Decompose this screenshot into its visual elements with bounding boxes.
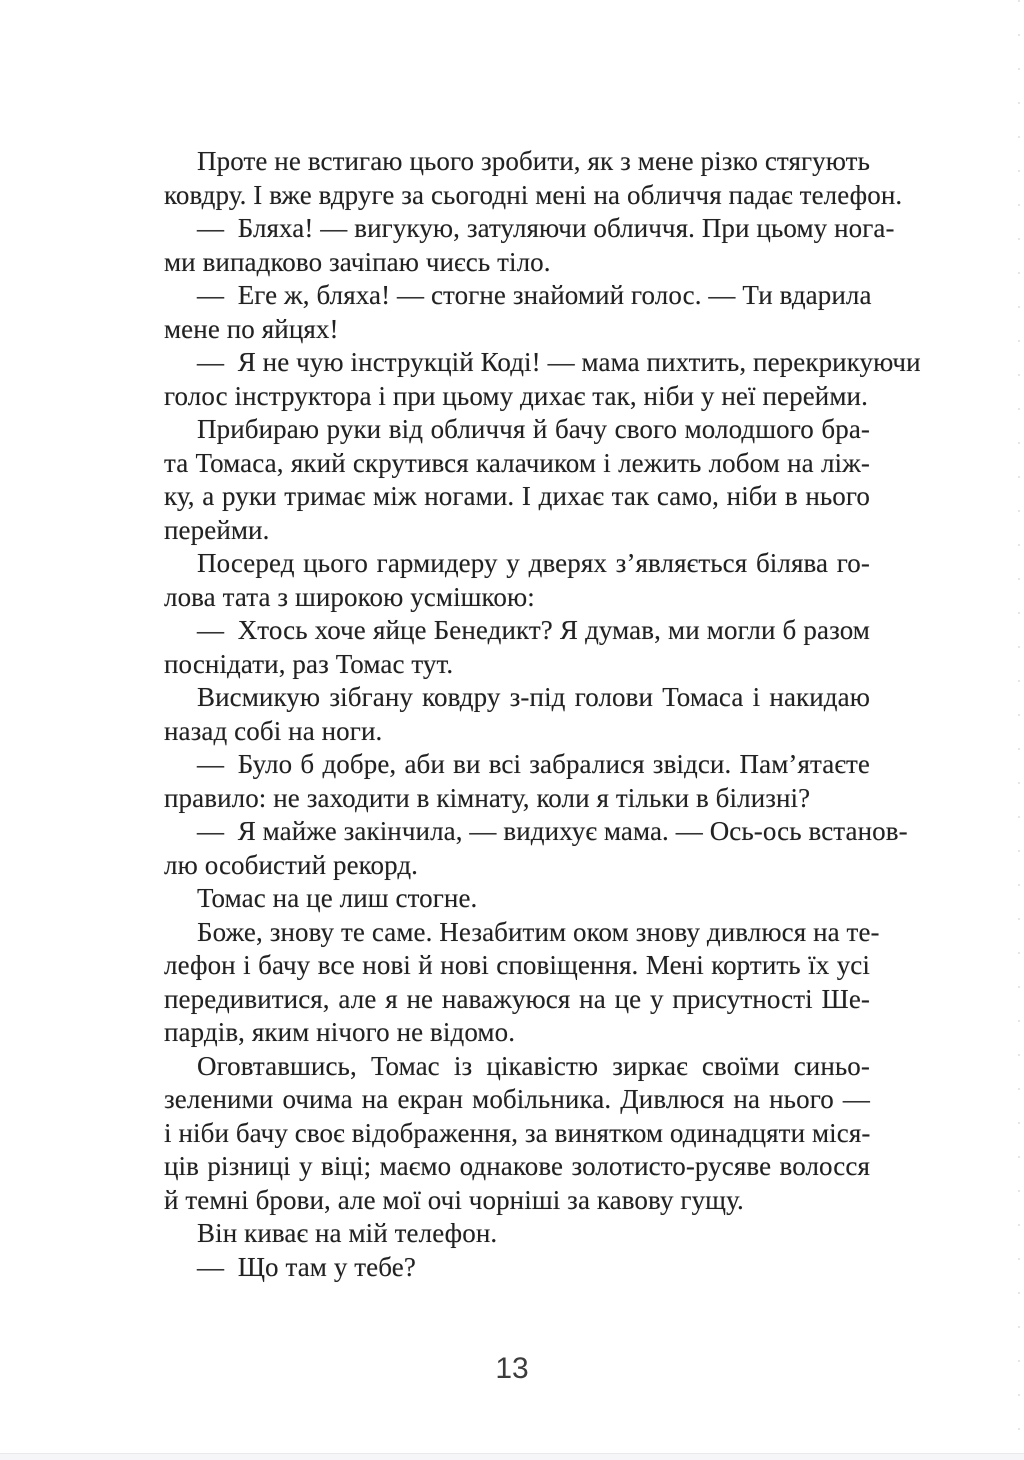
page-number: 13 — [495, 1352, 529, 1385]
text-line: передивитися, але я не наважуюся на це у присутності Ше- — [164, 983, 870, 1014]
text-line: правило: не заходити в кімнату, коли я тільки в білизні? — [164, 782, 811, 813]
paragraph — [164, 547, 870, 614]
paragraph — [164, 413, 870, 547]
text-line: — Я майже закінчила, — видихує мама. — Ось-ось встанов- — [197, 816, 908, 846]
text-line: поснідати, раз Томас тут. — [164, 648, 454, 679]
paragraph — [164, 1050, 870, 1218]
text-line: перейми. — [164, 514, 270, 545]
paragraph — [164, 145, 903, 212]
bottom-bar — [0, 1453, 1024, 1460]
text-line: мене по яйцях! — [164, 313, 339, 344]
text-line: — Що там у тебе? — [197, 1251, 416, 1282]
text-line: й темні брови, але мої очі чорніші за кавову гущу. — [164, 1184, 744, 1215]
text-line: лю особистий рекорд. — [164, 849, 419, 880]
text-line: голос інструктора і при цьому дихає так, ніби у неї перейми. — [164, 380, 868, 411]
text-line: ми випадково зачіпаю чиєсь тіло. — [164, 246, 551, 277]
text-line: Він киває на мій телефон. — [197, 1218, 498, 1248]
text-line: пардів, яким нічого не відомо. — [164, 1017, 516, 1047]
paragraph — [164, 882, 870, 916]
text-line: Боже, знову те саме. Незабитим оком знову дивлюся на те- — [197, 916, 880, 947]
paragraph — [164, 916, 880, 1050]
paragraph — [164, 212, 895, 279]
text-line: та Томаса, який скрутився калачиком і лежить лобом на ліж- — [164, 447, 870, 478]
paragraph — [164, 1251, 870, 1285]
text-line: — Еге ж, бляха! — стогне знайомий голос. — Ти вдарила — [197, 280, 872, 310]
text-line: назад собі на ноги. — [164, 715, 383, 746]
paragraph — [164, 681, 870, 748]
paragraph — [164, 279, 870, 346]
text-line: Томас на це лиш стогне. — [197, 883, 478, 913]
text-line: ців різниці у віці; маємо однакове золотисто-русяве волосся — [164, 1151, 870, 1181]
text-line: і ніби бачу своє відображення, за винятком одинадцяти міся- — [164, 1117, 871, 1148]
paragraph — [164, 614, 870, 681]
paragraph — [164, 815, 908, 882]
paragraph — [164, 748, 870, 815]
text-line: лефон і бачу все нові й нові сповіщення. Мені кортить їх усі — [164, 950, 870, 980]
text-line: Посеред цього гармидеру у дверях з’являється білява го- — [197, 548, 870, 578]
paragraph — [164, 1217, 870, 1251]
text-line: Висмикую зібгану ковдру з-під голови Томаса і накидаю — [197, 682, 870, 712]
text-line: — Бляха! — вигукую, затуляючи обличчя. При цьому нога- — [197, 213, 895, 243]
page-text — [164, 145, 921, 1284]
text-line: Проте не встигаю цього зробити, як з мене різко стягують — [197, 146, 870, 176]
page-edge-dots — [1018, 0, 1020, 1460]
text-line: — Було б добре, аби ви всі забралися звідси. Пам’ятаєте — [197, 749, 870, 779]
paragraph — [164, 346, 921, 413]
text-line: зеленими очима на екран мобільника. Дивлюся на нього — — [164, 1084, 870, 1114]
text-line: ковдру. І вже вдруге за сьогодні мені на обличчя падає телефон. — [164, 179, 903, 210]
text-line: лова тата з широкою усмішкою: — [164, 581, 535, 612]
text-line: ку, а руки тримає між ногами. І дихає так само, ніби в нього — [164, 481, 870, 511]
text-line: Прибираю руки від обличчя й бачу свого молодшого бра- — [197, 414, 870, 444]
text-line: Оговтавшись, Томас із цікавістю зиркає своїми синьо- — [197, 1050, 870, 1081]
text-line: — Хтось хоче яйце Бенедикт? Я думав, ми могли б разом — [197, 615, 870, 645]
text-line: — Я не чую інструкцій Коді! — мама пихтить, перекрикуючи — [197, 347, 921, 377]
